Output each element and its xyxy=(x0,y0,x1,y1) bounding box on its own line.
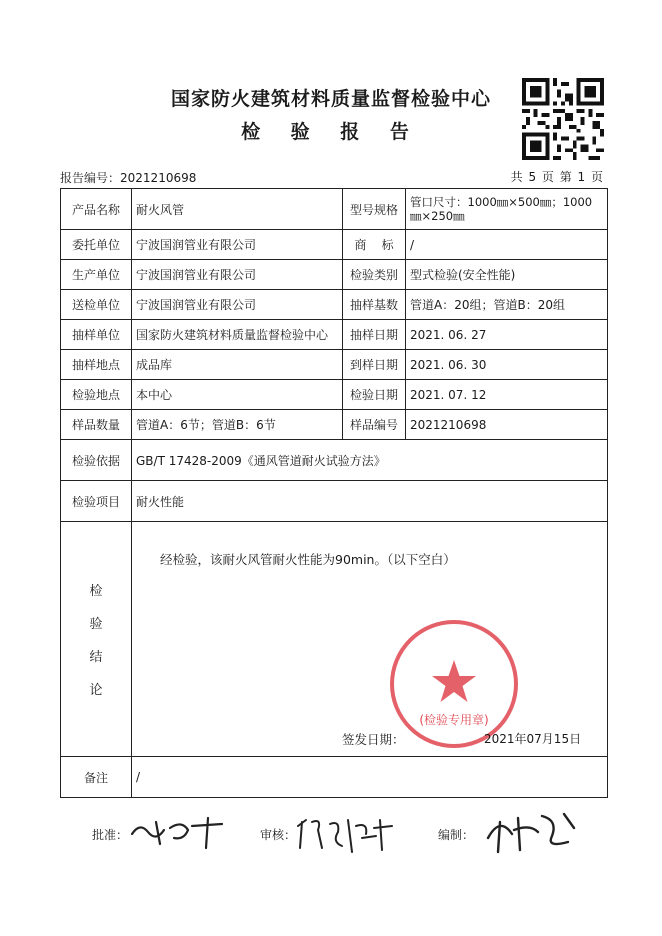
conclusion-label-char: 结 xyxy=(89,650,103,665)
test-type-label: 检验类别 xyxy=(343,260,406,290)
table-row xyxy=(61,230,608,260)
table-row xyxy=(61,410,608,440)
approver-signature-icon xyxy=(126,812,226,852)
arrival-date-value: 2021. 06. 30 xyxy=(406,350,608,380)
basis-label: 检验依据 xyxy=(61,440,132,481)
reviewer-signature-icon xyxy=(292,812,402,856)
report-table xyxy=(60,188,608,798)
sampling-date-value: 2021. 06. 27 xyxy=(406,320,608,350)
table-row xyxy=(61,320,608,350)
report-number-label: 报告编号： xyxy=(60,171,121,185)
conclusion-label-char: 检 xyxy=(89,584,103,599)
sampling-date-label: 抽样日期 xyxy=(343,320,406,350)
items-label: 检验项目 xyxy=(61,481,132,522)
compiler-signature-icon xyxy=(478,808,588,856)
sign-date-value: 2021年07月15日 xyxy=(484,732,582,746)
table-row xyxy=(61,440,608,481)
table-row xyxy=(61,290,608,320)
arrival-date-label: 到样日期 xyxy=(343,350,406,380)
product-name-value: 耐火风管 xyxy=(132,189,343,230)
client-value: 宁波国润管业有限公司 xyxy=(132,230,343,260)
qr-code-icon xyxy=(522,78,604,160)
conclusion-label xyxy=(61,522,132,757)
trademark-label: 商 标 xyxy=(343,230,406,260)
sample-base-label: 抽样基数 xyxy=(343,290,406,320)
doc-title: 检 验 报 告 xyxy=(241,121,421,143)
conclusion-label-char: 论 xyxy=(89,683,103,698)
compile-label: 编制： xyxy=(438,828,475,842)
conclusion-label-char: 验 xyxy=(89,617,103,632)
org-title: 国家防火建筑材料质量监督检验中心 xyxy=(170,88,491,110)
seal-caption: (检验专用章) xyxy=(419,713,489,727)
sampler-value: 国家防火建筑材料质量监督检验中心 xyxy=(132,320,343,350)
table-row xyxy=(61,522,608,757)
approve-label: 批准： xyxy=(92,828,129,842)
remarks-label: 备注 xyxy=(61,757,132,798)
report-number-value: 2021210698 xyxy=(120,171,197,185)
table-row xyxy=(61,350,608,380)
table-row xyxy=(61,260,608,290)
submitter-label: 送检单位 xyxy=(61,290,132,320)
sampler-label: 抽样单位 xyxy=(61,320,132,350)
test-type-value: 型式检验(安全性能) xyxy=(406,260,608,290)
table-row xyxy=(61,380,608,410)
basis-value: GB/T 17428-2009《通风管道耐火试验方法》 xyxy=(132,440,608,481)
sampling-place-value: 成品库 xyxy=(132,350,343,380)
conclusion-cell xyxy=(132,522,608,757)
table-row xyxy=(61,481,608,522)
table-row xyxy=(61,757,608,798)
page-info: 共 5 页 第 1 页 xyxy=(510,170,604,184)
sampling-place-label: 抽样地点 xyxy=(61,350,132,380)
sample-qty-value: 管道A：6节；管道B：6节 xyxy=(132,410,343,440)
test-place-value: 本中心 xyxy=(132,380,343,410)
conclusion-text: 经检验，该耐火风管耐火性能为90min。（以下空白） xyxy=(160,552,456,567)
test-date-label: 检验日期 xyxy=(343,380,406,410)
sample-base-value: 管道A：20组；管道B：20组 xyxy=(406,290,608,320)
model-spec-label: 型号规格 xyxy=(343,189,406,230)
model-spec-value: 管口尺寸：1000㎜×500㎜；1000㎜×250㎜ xyxy=(406,189,608,230)
sample-no-value: 2021210698 xyxy=(406,410,608,440)
test-date-value: 2021. 07. 12 xyxy=(406,380,608,410)
submitter-value: 宁波国润管业有限公司 xyxy=(132,290,343,320)
sample-no-label: 样品编号 xyxy=(343,410,406,440)
client-label: 委托单位 xyxy=(61,230,132,260)
report-number xyxy=(60,169,196,186)
sample-qty-label: 样品数量 xyxy=(61,410,132,440)
product-name-label: 产品名称 xyxy=(61,189,132,230)
table-row xyxy=(61,189,608,230)
trademark-value: / xyxy=(406,230,608,260)
manufacturer-label: 生产单位 xyxy=(61,260,132,290)
sign-date-label: 签发日期： xyxy=(342,732,405,747)
remarks-value: / xyxy=(132,757,608,798)
items-value: 耐火性能 xyxy=(132,481,608,522)
manufacturer-value: 宁波国润管业有限公司 xyxy=(132,260,343,290)
test-place-label: 检验地点 xyxy=(61,380,132,410)
review-label: 审核： xyxy=(260,828,297,842)
